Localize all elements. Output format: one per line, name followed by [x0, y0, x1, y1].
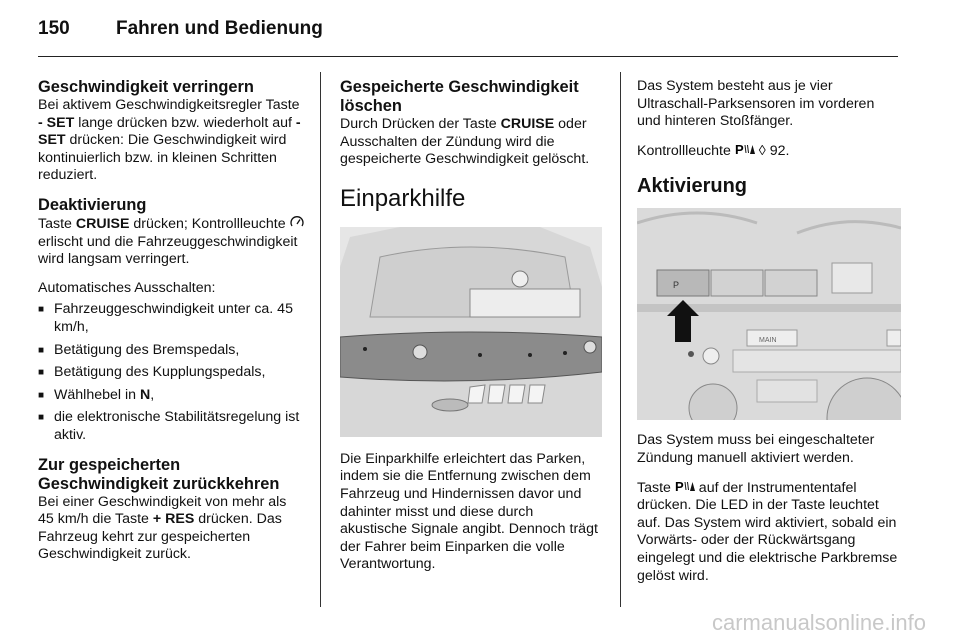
paragraph-kontrollleuchte: Kontrollleuchte P ◊ 92. — [637, 141, 790, 159]
paragraph-auto-off: Automatisches Ausschalten: — [38, 279, 216, 296]
watermark: carmanualsonline.info — [711, 610, 926, 635]
svg-text:P: P — [673, 280, 680, 291]
arrow-reference-icon: ◊ — [754, 142, 766, 159]
rear-bumper-figure — [340, 227, 602, 437]
column-divider — [620, 72, 621, 607]
column-1 — [38, 78, 304, 564]
paragraph-verringern: Bei aktivem Geschwindigkeitsregler Taste - SET lange drücken bzw. wiederholt auf - SET drücken: Die Geschwindigkeit wird kontinuierlich bzw. in kleinen Schritten reduziert. — [38, 97, 301, 184]
parking-sensor-icon — [735, 143, 755, 159]
paragraph-einparkhilfe: Die Einparkhilfe erleichtert das Parken, indem sie die Entfernung zwischen dem Fahrzeug und Hindernissen davor und dahinter misst und diese durch akustische Signale angibt. Dennoch trägt der Fahrer beim Einparken die volle Verantwortung. — [340, 450, 598, 573]
auto-off-list — [38, 301, 304, 444]
list-item: ■ Fahrzeuggeschwindigkeit unter ca. 45 km/h, — [38, 301, 304, 336]
list-item: ■ Betätigung des Bremspedals, — [38, 342, 304, 360]
radio-mode-label: MAIN — [759, 337, 777, 345]
paragraph-deaktivierung: Taste CRUISE drücken; Kontrollleuchte erlischt und die Fahrzeuggeschwindigkeit wird langsam verringert. — [38, 215, 304, 269]
heading-verringern: Geschwindigkeit verringern — [38, 78, 254, 96]
column-divider — [320, 72, 321, 607]
column-3 — [637, 78, 901, 585]
list-item: ■ Betätigung des Kupplungspedals, — [38, 364, 304, 382]
header-rule — [38, 56, 898, 57]
column-2 — [340, 78, 604, 574]
paragraph-aktivierung-2: Taste P auf der Instrumententafel drücken. Die LED in der Taste leuchtet auf. Das System wird aktiviert, sobald ein Vorwärts- oder der Rückwärtsgang eingelegt und die elektrische Parkbremse gelöst wird. — [637, 478, 898, 584]
paragraph-system: Das System besteht aus je vier Ultraschall-Parksensoren im vorderen und hinteren Stoßfänger. — [637, 78, 875, 130]
svg-text:P: P — [674, 478, 684, 492]
parking-sensor-icon — [675, 480, 695, 496]
cruise-control-icon — [290, 216, 304, 231]
heading-deaktivierung: Deaktivierung — [38, 195, 147, 214]
paragraph-loeschen: Durch Drücken der Taste CRUISE oder Ausschalten der Zündung wird die gespeicherte Geschwindigkeit gelöscht. — [340, 116, 590, 168]
list-item: ■ Wählhebel in N, — [38, 387, 304, 405]
heading-zurueckkehren: Zur gespeicherten Geschwindigkeit zurückkehren — [38, 455, 280, 493]
svg-text:P: P — [734, 141, 744, 155]
heading-loeschen: Gespeicherte Geschwindigkeit löschen — [340, 78, 579, 115]
dashboard-figure — [637, 208, 901, 420]
paragraph-zurueckkehren: Bei einer Geschwindigkeit von mehr als 45 km/h die Taste + RES drücken. Das Fahrzeug kehrt zur gespeicherten Geschwindigkeit zurück. — [38, 493, 287, 563]
page-number: 150 — [38, 18, 70, 39]
page-title: Fahren und Bedienung — [116, 18, 323, 39]
paragraph-aktivierung-1: Das System muss bei eingeschalteter Zündung manuell aktiviert werden. — [637, 432, 875, 466]
heading-aktivierung: Aktivierung — [637, 175, 748, 198]
list-item: ■ die elektronische Stabilitätsregelung ist aktiv. — [38, 409, 304, 444]
page-header — [38, 18, 323, 40]
heading-einparkhilfe: Einparkhilfe — [340, 184, 466, 212]
